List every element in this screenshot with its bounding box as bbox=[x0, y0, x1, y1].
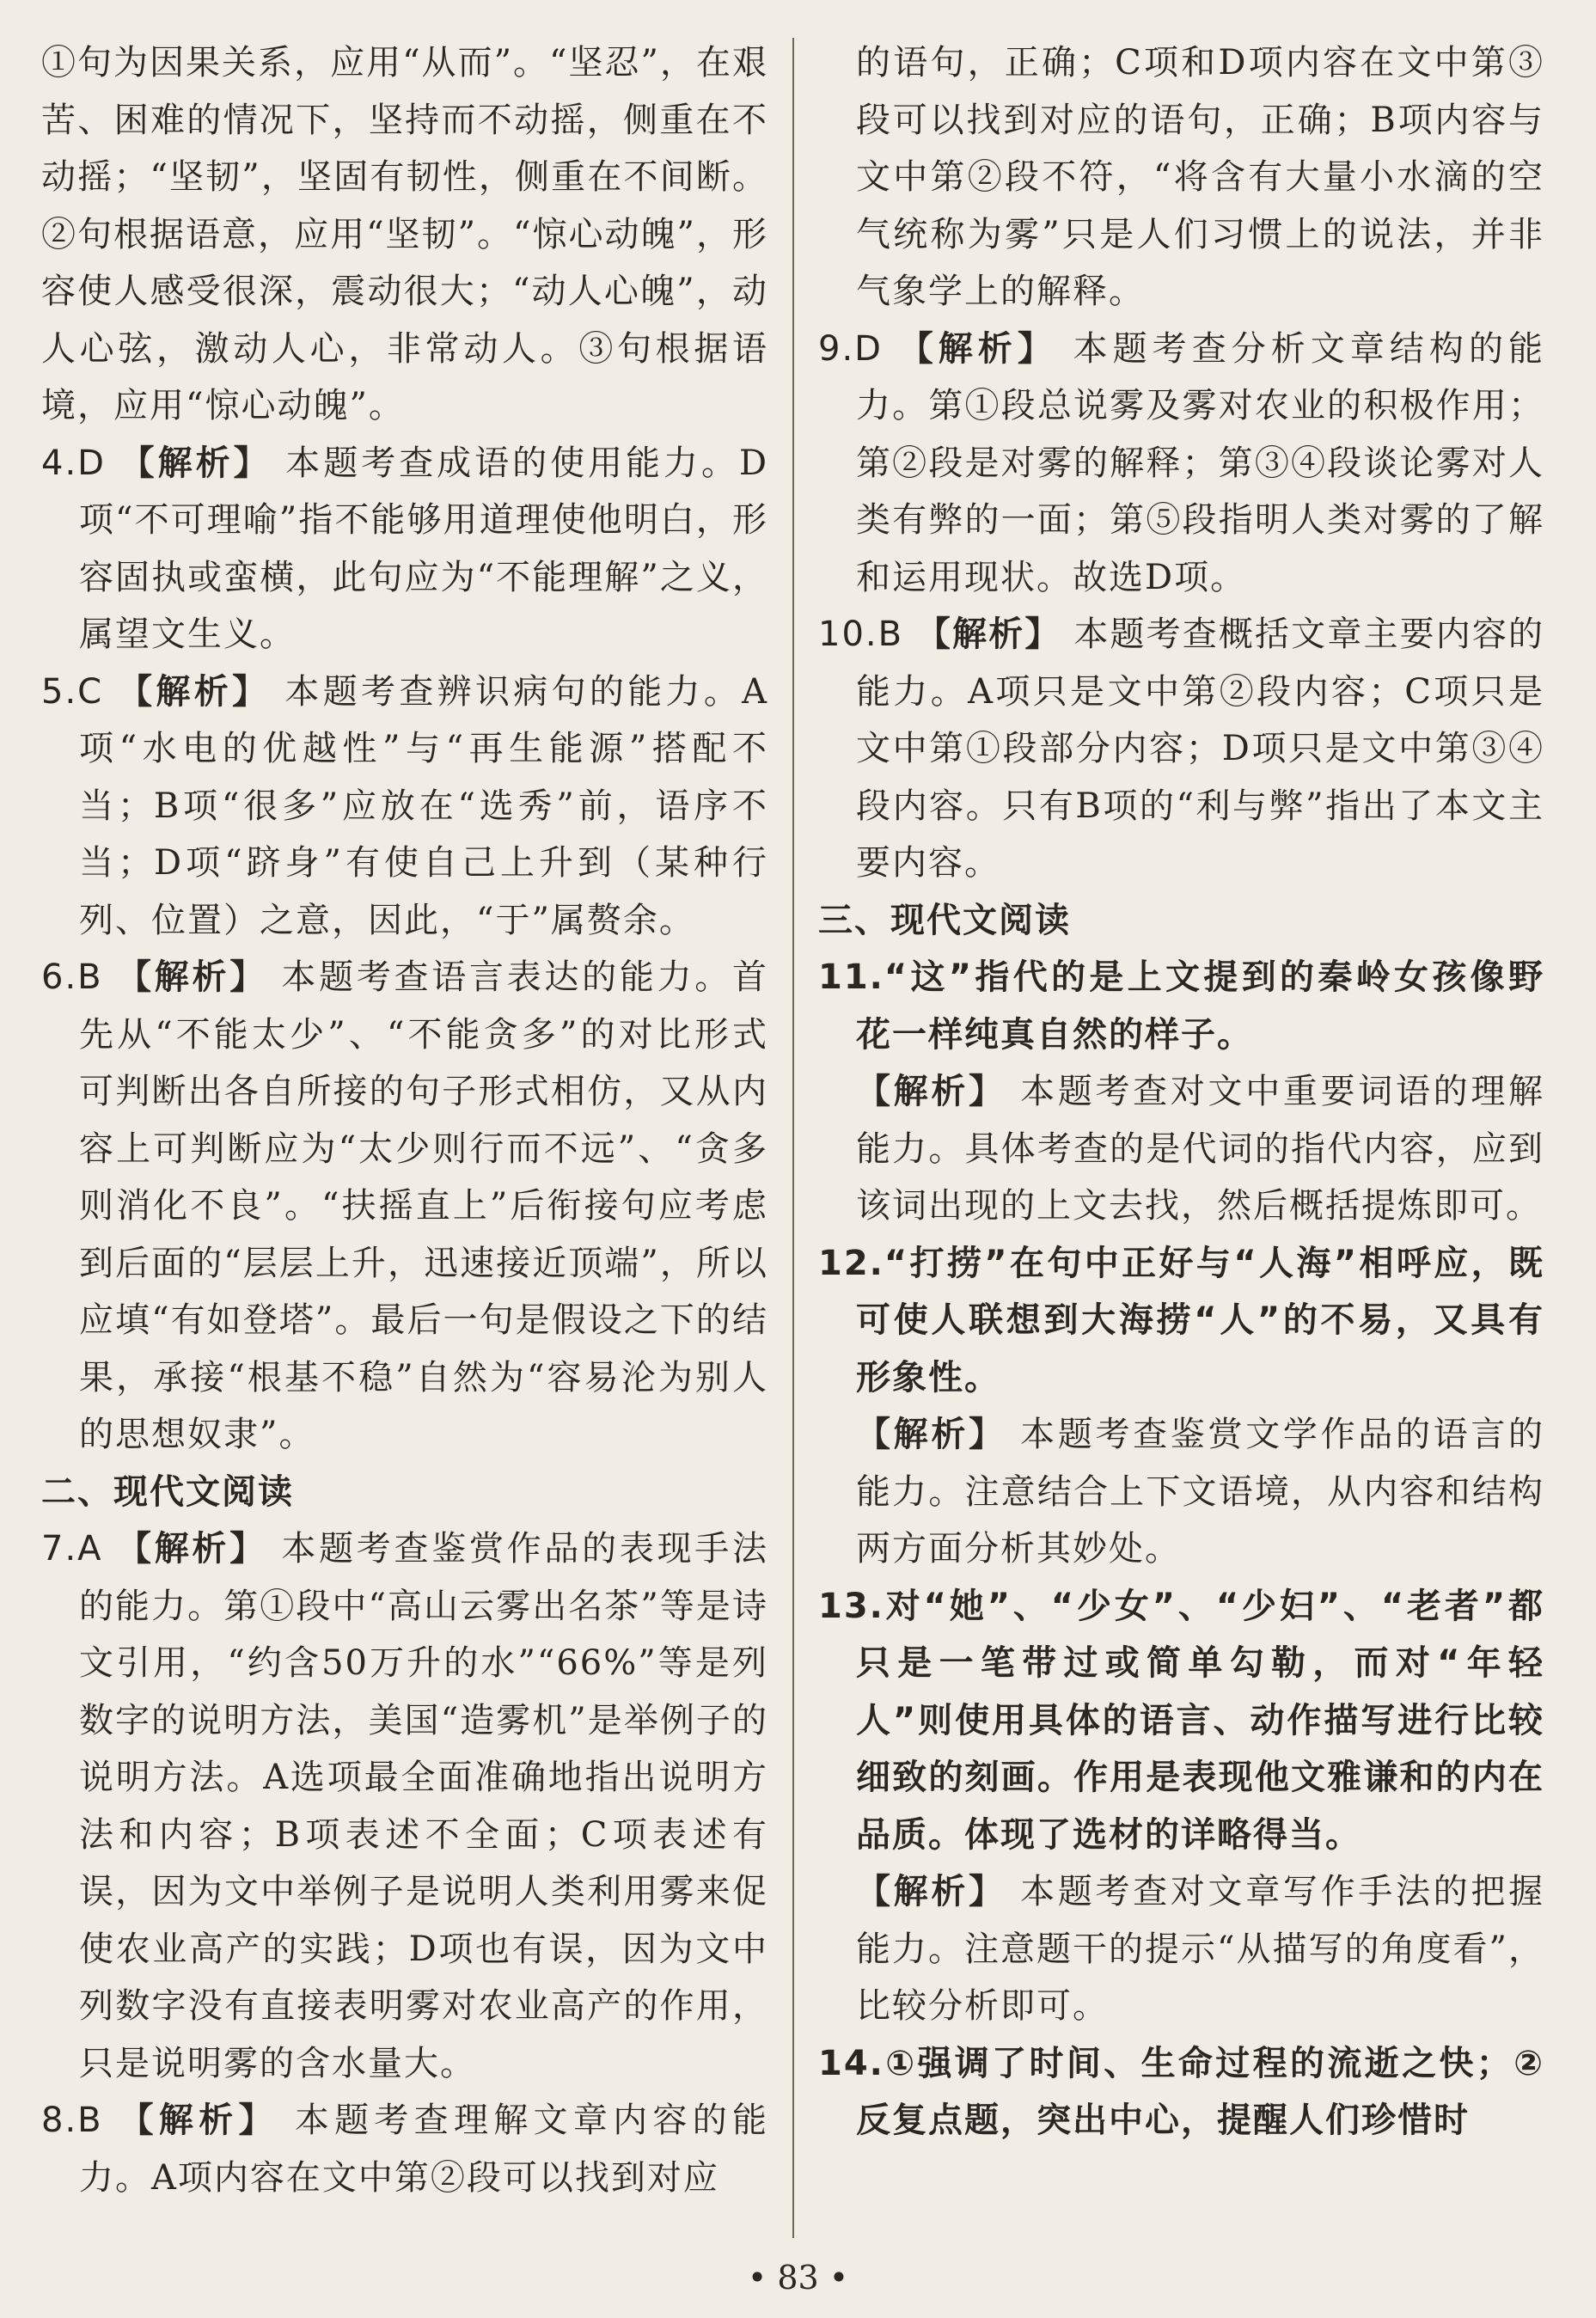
answer-item-13 bbox=[818, 1578, 1544, 1864]
item-number: 12. bbox=[818, 1243, 884, 1283]
paragraph-q8-continuation bbox=[818, 34, 1544, 321]
analysis-tag: 【解析】 bbox=[856, 1415, 1006, 1454]
answer-item-9 bbox=[818, 321, 1544, 607]
paragraph-text: 的语句，正确；C项和D项内容在文中第③段可以找到对应的语句，正确；B项内容与文中第②段不符，“将含有大量小水滴的空气统称为雾”只是人们习惯上的说法，并非气象学上的解释。 bbox=[856, 43, 1544, 311]
analysis-text: 本题考查分析文章结构的能力。第①段总说雾及雾对农业的积极作用；第②段是对雾的解释；第③④段谈论雾对人类有弊的一面；第⑤段指明人类对雾的了解和运用现状。故选D项。 bbox=[856, 328, 1544, 597]
item-number: 14. bbox=[818, 2043, 884, 2083]
analysis-text: 本题考查鉴赏作品的表现手法的能力。第①段中“高山云雾出名茶”等是诗文引用，“约含50万升的水”“66%”等是列数字的说明方法，美国“造雾机”是举例子的说明方法。A选项最全面准确地指出说明方法和内容；B项表述不全面；C项表述有误，因为文中举例子是说明人类利用雾来促使农业高产的实践；D项也有误，因为文中列数字没有直接表明雾对农业高产的作用，只是说明雾的含水量大。 bbox=[79, 1529, 769, 2083]
item-number: 4.D bbox=[41, 443, 106, 483]
section-heading-2: 二、现代文阅读 bbox=[41, 1471, 294, 1512]
paragraph-q3-continuation bbox=[41, 34, 768, 435]
item-number: 5.C bbox=[41, 671, 104, 712]
analysis-tag: 【解析】 bbox=[898, 328, 1057, 369]
analysis-tag: 【解析】 bbox=[116, 1529, 267, 1569]
analysis-tag: 【解析】 bbox=[856, 1072, 1006, 1111]
item-number: 8.B bbox=[41, 2101, 103, 2140]
answer-item-10 bbox=[818, 606, 1544, 892]
answer-item-8 bbox=[41, 2092, 768, 2206]
column-divider bbox=[792, 38, 794, 2238]
item-number: 6.B bbox=[41, 957, 103, 997]
analysis-text: 本题考查成语的使用能力。D项“不可理喻”指不能够用道理使他明白，形容固执或蛮横，此句应为“不能理解”之义，属望文生义。 bbox=[79, 443, 769, 654]
analysis-text: 本题考查鉴赏文学作品的语言的能力。注意结合上下文语境，从内容和结构两方面分析其妙处。 bbox=[856, 1415, 1545, 1569]
analysis-tag: 【解析】 bbox=[856, 1872, 1006, 1911]
analysis-item-13 bbox=[818, 1863, 1544, 2035]
analysis-text: 本题考查对文中重要词语的理解能力。具体考查的是代词的指代内容，应到该词出现的上文去找，然后概括提炼即可。 bbox=[856, 1072, 1545, 1226]
analysis-text: 本题考查理解文章内容的能力。A项内容在文中第②段可以找到对应 bbox=[79, 2101, 769, 2198]
item-number: 9.D bbox=[818, 328, 883, 369]
analysis-text: 本题考查语言表达的能力。首先从“不能太少”、“不能贪多”的对比形式可判断出各自所接的句子形式相仿，又从内容上可判断应为“太少则行而不远”、“贪多则消化不良”。“扶摇直上”后衔接句应考虑到后面的“层层上升，迅速接近顶端”，所以应填“有如登塔”。最后一句是假设之下的结果，承接“根基不稳”自然为“容易沦为别人的思想奴隶”。 bbox=[79, 957, 769, 1454]
section-heading-3: 三、现代文阅读 bbox=[818, 900, 1071, 940]
page-number: • 83 • bbox=[747, 2259, 849, 2297]
analysis-tag: 【解析】 bbox=[915, 615, 1061, 654]
right-column bbox=[818, 34, 1544, 2150]
item-number: 13. bbox=[818, 1586, 884, 1626]
analysis-tag: 【解析】 bbox=[118, 671, 271, 712]
analysis-tag: 【解析】 bbox=[119, 2101, 278, 2140]
analysis-item-11 bbox=[818, 1063, 1544, 1235]
analysis-tag: 【解析】 bbox=[117, 957, 267, 997]
answer-item-6 bbox=[41, 949, 768, 1464]
item-number: 11. bbox=[818, 957, 884, 997]
answer-text: “这”指代的是上文提到的秦岭女孩像野花一样纯真自然的样子。 bbox=[856, 957, 1544, 1055]
answer-item-12 bbox=[818, 1235, 1544, 1407]
item-number: 10.B bbox=[818, 615, 904, 654]
answer-text: ①强调了时间、生命过程的流逝之快；②反复点题，突出中心，提醒人们珍惜时 bbox=[856, 2043, 1544, 2140]
paragraph-text: ①句为因果关系，应用“从而”。“坚忍”，在艰苦、困难的情况下，坚持而不动摇，侧重在不动摇；“坚韧”，坚固有韧性，侧重在不间断。②句根据语意，应用“坚韧”。“惊心动魄”，形容使人感受很深，震动很大；“动人心魄”，动人心弦，激动人心，非常动人。③句根据语境，应用“惊心动魄”。 bbox=[41, 43, 768, 425]
answer-item-5 bbox=[41, 664, 768, 950]
analysis-text: 本题考查概括文章主要内容的能力。A项只是文中第②段内容；C项只是文中第①段部分内容；D项只是文中第③④段内容。只有B项的“利与弊”指出了本文主要内容。 bbox=[856, 615, 1545, 883]
answer-item-14 bbox=[818, 2035, 1544, 2150]
answer-text: 对“她”、“少女”、“少妇”、“老者”都只是一笔带过或简单勾勒，而对“年轻人”则使用具体的语言、动作描写进行比较细致的刻画。作用是表现他文雅谦和的内在品质。体现了选材的详略得当。 bbox=[856, 1586, 1544, 1855]
analysis-text: 本题考查对文章写作手法的把握能力。注意题干的提示“从描写的角度看”，比较分析即可。 bbox=[856, 1872, 1545, 2026]
answer-text: “打捞”在句中正好与“人海”相呼应，既可使人联想到大海捞“人”的不易，又具有形象性。 bbox=[856, 1243, 1544, 1398]
left-column bbox=[41, 34, 768, 2206]
answer-item-11 bbox=[818, 949, 1544, 1063]
answer-item-7 bbox=[41, 1520, 768, 2092]
analysis-item-12 bbox=[818, 1406, 1544, 1578]
item-number: 7.A bbox=[41, 1529, 103, 1569]
answer-item-4 bbox=[41, 435, 768, 664]
analysis-tag: 【解析】 bbox=[119, 443, 272, 483]
analysis-text: 本题考查辨识病句的能力。A项“水电的优越性”与“再生能源”搭配不当；B项“很多”应放在“选秀”前，语序不当；D项“跻身”有使自己上升到（某种行列、位置）之意，因此，“于”属赘余。 bbox=[79, 671, 769, 940]
